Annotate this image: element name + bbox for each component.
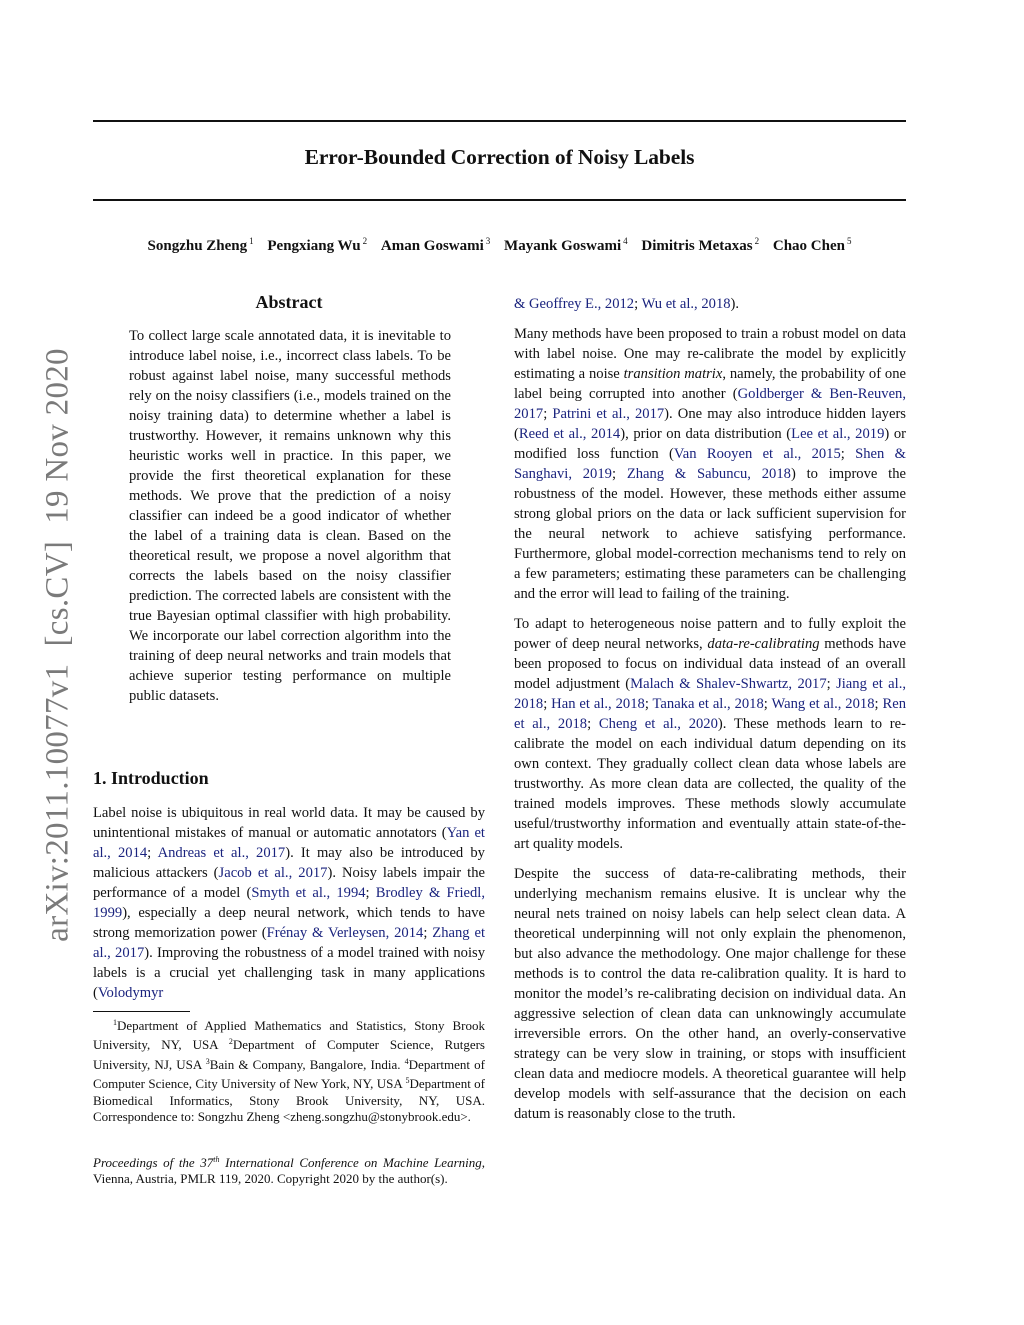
intro-paragraph-2: Many methods have been proposed to train a robust model on data with label noise. One may re-calibrate the model by explicitly estimating a noise transition matrix, namely, the probability of one label being corrupted into another (Goldberger & Ben-Reuven, 2017; Patrini et al., 2017). One may also introduce hidden layers (Reed et al., 2014), prior on data distribution (Lee et al., 2019) or modified loss function (Van Rooyen et al., 2015; Shen & Sanghavi, 2019; Zhang & Sabuncu, 2018) to improve the robustness of the model. However, these methods either assume strong global priors on the data or lack sufficient supervision for the neural network to achieve satisfying performance. Furthermore, global model-correction mechanisms tend to rely on a few parameters; estimating these parameters can be challenging and the error will lead to failing of the training. [514,326,907,602]
citation-link[interactable]: & Geoffrey E., 2012 [514,296,635,312]
citation-link[interactable]: Jacob et al., 2017 [218,865,328,881]
citation-link[interactable]: Van Rooyen et al., 2015 [673,446,841,462]
citation-link[interactable]: Smyth et al., 1994 [251,885,366,901]
citation-link[interactable]: Volodymyr [97,985,164,1001]
author: Mayank Goswami $^4$ [504,236,628,254]
citation-link[interactable]: Zhang et al., 2017 [93,925,486,961]
footnote-rule [93,1011,190,1012]
citation-link[interactable]: Tanaka et al., 2018 [652,696,764,712]
affiliations-footnote: $^1$Department of Applied Mathematics and Statistics, Stony Brook University, NY, USA $^2$Department of Computer Science, Rutgers University, NJ, USA $^3$Bain & Company, Bangalore, India. $^4$Department of Computer Science, City University of New York, NY, USA $^5$Department of Biomedical Informatics, Stony Brook University, NY, USA. Correspondence to: Songzhu Zheng <zheng.songzhu@stonybrook.edu>. [93,1018,485,1125]
citation-link[interactable]: Jiang et al., 2018 [514,676,907,712]
citation-link[interactable]: Reed et al., 2014 [518,426,621,442]
author: Pengxiang Wu $^2$ [267,236,368,254]
proceedings-note: Proceedings of the 37th International Conference on Machine Learning, Vienna, Austria, PMLR 119, 2020. Copyright 2020 by the author(s). [93,1155,485,1187]
citation-link[interactable]: Wang et al., 2018 [771,696,875,712]
citation-link[interactable]: Ren et al., 2018 [514,696,906,732]
citation-link[interactable]: Frénay & Verleysen, 2014 [266,925,424,941]
section-heading-introduction: 1. Introduction [93,768,209,788]
citation-link[interactable]: Shen & Sanghavi, 2019 [514,446,906,482]
paper-title: Error-Bounded Correction of Noisy Labels [304,145,695,169]
arxiv-stamp: arXiv:2011.10077v1 [cs.CV] 19 Nov 2020 [39,348,76,942]
citation-link[interactable]: Han et al., 2018 [551,696,645,712]
author: Songzhu Zheng $^1$ [147,236,254,254]
right-column [514,294,906,1134]
intro-paragraph-4: Despite the success of data-re-calibrating methods, their underlying mechanism remains elusive. It is unclear why the neural nets trained on noisy labels can help select clean data. A theoretical underpinning will not only explain the phenomenon, but also advance the methodology. One major challenge for these methods is to control the data re-calibration quality. It is hard to monitor the model’s re-calibrating decision on individual data. An aggressive selection of clean data can unknowingly accumulate irreversible errors. On the other hand, an overly-conservative strategy can be very slow in training, or stops with insufficient clean data and mediocre models. A theoretical guarantee will help develop models with self-assurance that the decision on each datum is reasonably close to the truth. [514,866,906,1122]
intro-paragraph-3: To adapt to heterogeneous noise pattern and to fully exploit the power of deep neural networks, data-re-calibrating methods have been proposed to focus on individual data instead of an overall model adjustment (Malach & Shalev-Shwartz, 2017; Jiang et al., 2018; Han et al., 2018; Tanaka et al., 2018; Wang et al., 2018; Ren et al., 2018; Cheng et al., 2020). These methods learn to re-calibrate the model on each individual datum depending on its own context. They gradually collect clean data whose labels are trustworthy. As more clean data are collected, the quality of the trained models improves. These methods slowly accumulate useful/trustworthy information and eventually attain state-of-the-art quality models. [514,616,907,852]
top-rule [93,120,906,122]
citation-link[interactable]: Andreas et al., 2017 [157,845,286,861]
author: Dimitris Metaxas $^2$ [641,236,760,254]
citation-link[interactable]: Yan et al., 2014 [93,825,485,861]
citation-link[interactable]: Brodley & Friedl, 1999 [93,885,485,921]
citation-link[interactable]: Cheng et al., 2020 [598,716,718,732]
citation-link[interactable]: Patrini et al., 2017 [552,406,665,422]
citation-link[interactable]: Lee et al., 2019 [791,426,885,442]
author: Chao Chen $^5$ [772,236,852,254]
intro-paragraph-1: Label noise is ubiquitous in real world data. It may be caused by unintentional mistakes of manual or automatic annotators (Yan et al., 2014; Andreas et al., 2017). It may also be introduced by malicious attackers (Jacob et al., 2017). Noisy labels impair the performance of a model (Smyth et al., 1994; Brodley & Friedl, 1999), especially a deep neural network, which tends to have strong memorization power (Frénay & Verleysen, 2014; Zhang et al., 2017). Improving the robustness of a model trained with noisy labels is a crucial yet challenging task in many applications (Volodymyr [93,805,486,1001]
citation-link[interactable]: Zhang & Sabuncu, 2018 [626,466,791,482]
citation-link[interactable]: Wu et al., 2018 [641,296,731,312]
author-list [93,236,906,255]
title-bottom-rule [93,199,906,201]
author: Aman Goswami $^3$ [380,236,491,254]
citation-link[interactable]: Malach & Shalev-Shwartz, 2017 [630,676,827,692]
abstract-heading: Abstract [255,292,323,312]
citation-link[interactable]: Goldberger & Ben-Reuven, 2017 [514,386,907,422]
abstract-text: To collect large scale annotated data, it is inevitable to introduce label noise, i.e., incorrect class labels. To be robust against label noise, many successful methods rely on the noisy classifiers (i.e., models trained on the noisy training data) to determine whether a label is trustworthy. However, it remains unknown why this heuristic works well in practice. In this paper, we provide the first theoretical explanation for these methods. We prove that the prediction of a noisy classifier can indeed be a good indicator of whether the label of a training data is clean. Based on the theoretical result, we propose a novel algorithm that corrects the labels based on the noisy classifier prediction. The corrected labels are consistent with the true Bayesian optimal classifier with high probability. We incorporate our label correction algorithm into the training of deep neural networks and train models that achieve superior testing performance on multiple public datasets. [129,328,451,704]
intro-paragraph-1-continued: & Geoffrey E., 2012; Wu et al., 2018). [514,296,740,312]
